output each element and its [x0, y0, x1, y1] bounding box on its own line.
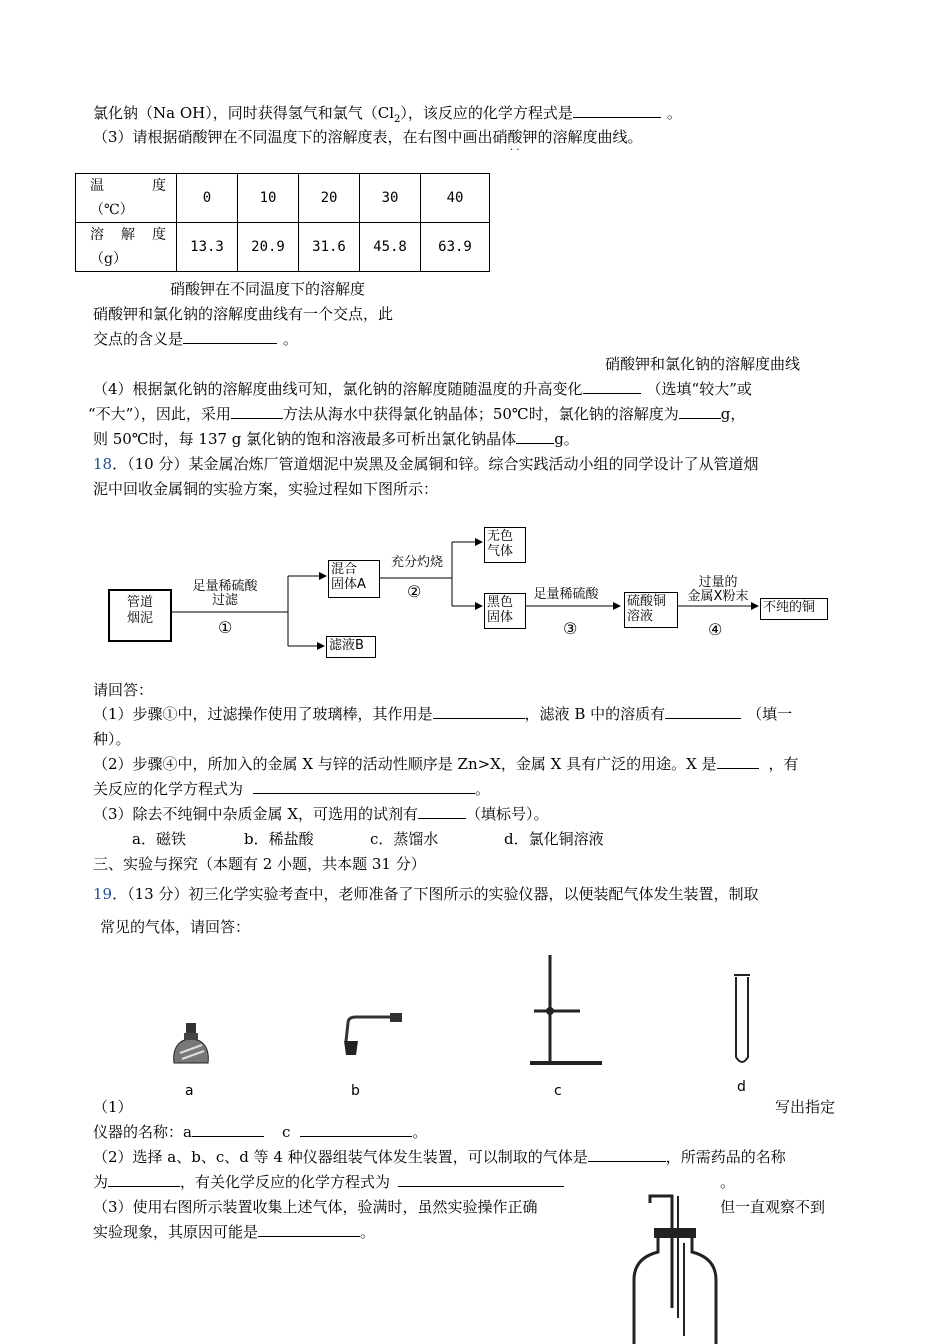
flow-step1-num: ①	[218, 618, 233, 637]
q17-part4-line2: “不大”），因此，采用 方法从海水中获得氯化钠晶体；50℃时，氯化钠的溶解度为 g，	[88, 405, 746, 423]
table-cell: 10	[238, 174, 299, 223]
q17-part3: （3）请根据硝酸钾在不同温度下的溶解度表，在右图中画出硝酸钾的溶解度曲线。	[93, 128, 643, 146]
table-cell: 0	[177, 174, 238, 223]
q18-option-b: b．稀盐酸	[244, 830, 314, 848]
test-tube-icon	[734, 975, 750, 1062]
q19-p2-cont: 为 ，有关化学反应的化学方程式为	[93, 1172, 564, 1192]
answer-blank[interactable]	[258, 1222, 360, 1237]
q19-p1-right: 写出指定	[775, 1098, 836, 1116]
q18-line2: 泥中回收金属铜的实验方案，实验过程如下图所示：	[93, 480, 439, 498]
q19-p3: （3）使用右图所示装置收集上述气体，验满时，虽然实验操作正确	[93, 1198, 538, 1216]
flow-box-gas: 无色 气体	[484, 527, 526, 563]
q19-p2: （2）选择 a、b、c、d 等 4 种仪器组装气体发生装置，可以制取的气体是 ，所需药品的名称	[93, 1148, 786, 1166]
graph-caption: 硝酸钾和氯化钠的溶解度曲线	[605, 355, 801, 373]
emphasis-dots: · ·	[510, 145, 520, 156]
q19-line2: 常见的气体，请回答：	[100, 918, 251, 936]
table-cell: 63.9	[421, 223, 490, 272]
flow-box-impure-copper: 不纯的铜	[760, 598, 828, 620]
table-caption: 硝酸钾在不同温度下的溶解度	[170, 280, 366, 298]
flow-step3-num: ③	[563, 619, 578, 638]
answer-blank[interactable]	[253, 779, 475, 794]
answer-blank[interactable]	[398, 1172, 564, 1187]
q19-p1-cont: 仪器的名称：a c 。	[93, 1123, 428, 1141]
q18-p1-cont: 种）。	[93, 730, 131, 748]
q17-line1: 氯化钠（Na OH），同时获得氢气和氯气$(Cl_2)$，该反应的化学方程式是 。	[93, 104, 682, 125]
q18-p2: （2）步骤④中，所加入的金属 X 与锌的活动性顺序是 Zn>X，金属 X 具有广泛的用途。X 是 ，有	[93, 755, 799, 773]
answer-blank[interactable]	[192, 1122, 264, 1137]
q17-part4-line3: 则 50℃时，每 137 g 氯化钠的饱和溶液最多可析出氯化钠晶体 g。	[93, 430, 579, 448]
q18-p3: （3）除去不纯铜中杂质金属 X，可选用的试剂有 （填标号）。	[93, 805, 549, 823]
q17-intersect-line1: 硝酸钾和氯化钠的溶解度曲线有一个交点，此	[93, 305, 394, 323]
stopper-tube-icon	[344, 1013, 402, 1055]
label-c: c	[554, 1083, 562, 1099]
flow-step2-label: 充分灼烧	[390, 555, 443, 570]
answer-blank[interactable]	[665, 704, 741, 719]
q18-p2-cont: 关反应的化学方程式为 。	[93, 780, 491, 798]
q18-line1: 18．（10 分）某金属冶炼厂管道烟泥中炭黑及金属铜和锌。综合实践活动小组的同学设计了从管道烟	[93, 455, 759, 473]
table-cell: 20	[299, 174, 360, 223]
answer-blank[interactable]	[588, 1147, 666, 1162]
flow-step1-label: 足量稀硫酸 过滤	[192, 579, 258, 608]
q17-intersect-line2: 交点的含义是 。	[93, 330, 299, 348]
flow-step4-label: 过量的 金属X粉末	[687, 575, 749, 604]
table-cell: 30	[360, 174, 421, 223]
q18-option-d: d．氯化铜溶液	[504, 830, 604, 848]
answer-blank[interactable]	[717, 754, 759, 769]
flow-box-black: 黑色 固体	[484, 593, 526, 629]
table-row-solubility-head: 溶 解 度 （g）	[76, 223, 177, 272]
iron-stand-icon	[530, 955, 602, 1065]
label-d: d	[737, 1079, 746, 1095]
lab-instruments	[160, 945, 800, 1105]
q18-option-a: a．磁铁	[132, 830, 186, 848]
q19-p3-cont: 实验现象，其原因可能是 。	[93, 1223, 376, 1241]
flow-step3-label: 足量稀硫酸	[533, 587, 599, 602]
q19-p3-right: 但一直观察不到	[720, 1198, 826, 1216]
table-cell: 31.6	[299, 223, 360, 272]
q19-line1: 19．（13 分）初三化学实验考查中，老师准备了下图所示的实验仪器，以便装配气体发生装置，制取	[93, 885, 759, 903]
section-3-heading: 三、实验与探究（本题有 2 小题，共本题 31 分）	[93, 855, 426, 873]
table-cell: 13.3	[177, 223, 238, 272]
table-row-temp-head: 温 度 （℃）	[76, 174, 177, 223]
flow-box-mixA: 混合 固体A	[328, 560, 380, 598]
table-cell: 20.9	[238, 223, 299, 272]
flow-box-filtrateB: 滤液B	[326, 636, 376, 658]
q19-p2-end: 。	[720, 1173, 736, 1191]
gas-collecting-bottle-icon	[620, 1188, 730, 1344]
answer-blank[interactable]	[418, 804, 466, 819]
answer-blank[interactable]	[433, 704, 525, 719]
flow-step4-num: ④	[708, 620, 723, 639]
q19-p1: （1）	[93, 1098, 133, 1116]
q18-p1: （1）步骤①中，过滤操作使用了玻璃棒，其作用是 ，滤液 B 中的溶质有 （填一	[93, 705, 793, 723]
table-cell: 45.8	[360, 223, 421, 272]
q17-part4-line1: （4）根据氯化钠的溶解度曲线可知，氯化钠的溶解度随随温度的升高变化 （选填“较大”或	[93, 380, 752, 398]
flow-box-start: 管道 烟泥	[108, 589, 172, 642]
q18-ask: 请回答：	[93, 681, 154, 699]
flow-box-cuso4: 硫酸铜 溶液	[624, 592, 678, 628]
q18-option-c: c．蒸馏水	[370, 830, 439, 848]
answer-blank[interactable]	[108, 1172, 180, 1187]
answer-blank[interactable]	[300, 1122, 412, 1137]
flow-step2-num: ②	[407, 582, 422, 601]
label-b: b	[351, 1083, 360, 1099]
table-cell: 40	[421, 174, 490, 223]
alcohol-lamp-icon	[174, 1023, 209, 1063]
label-a: a	[185, 1083, 194, 1099]
